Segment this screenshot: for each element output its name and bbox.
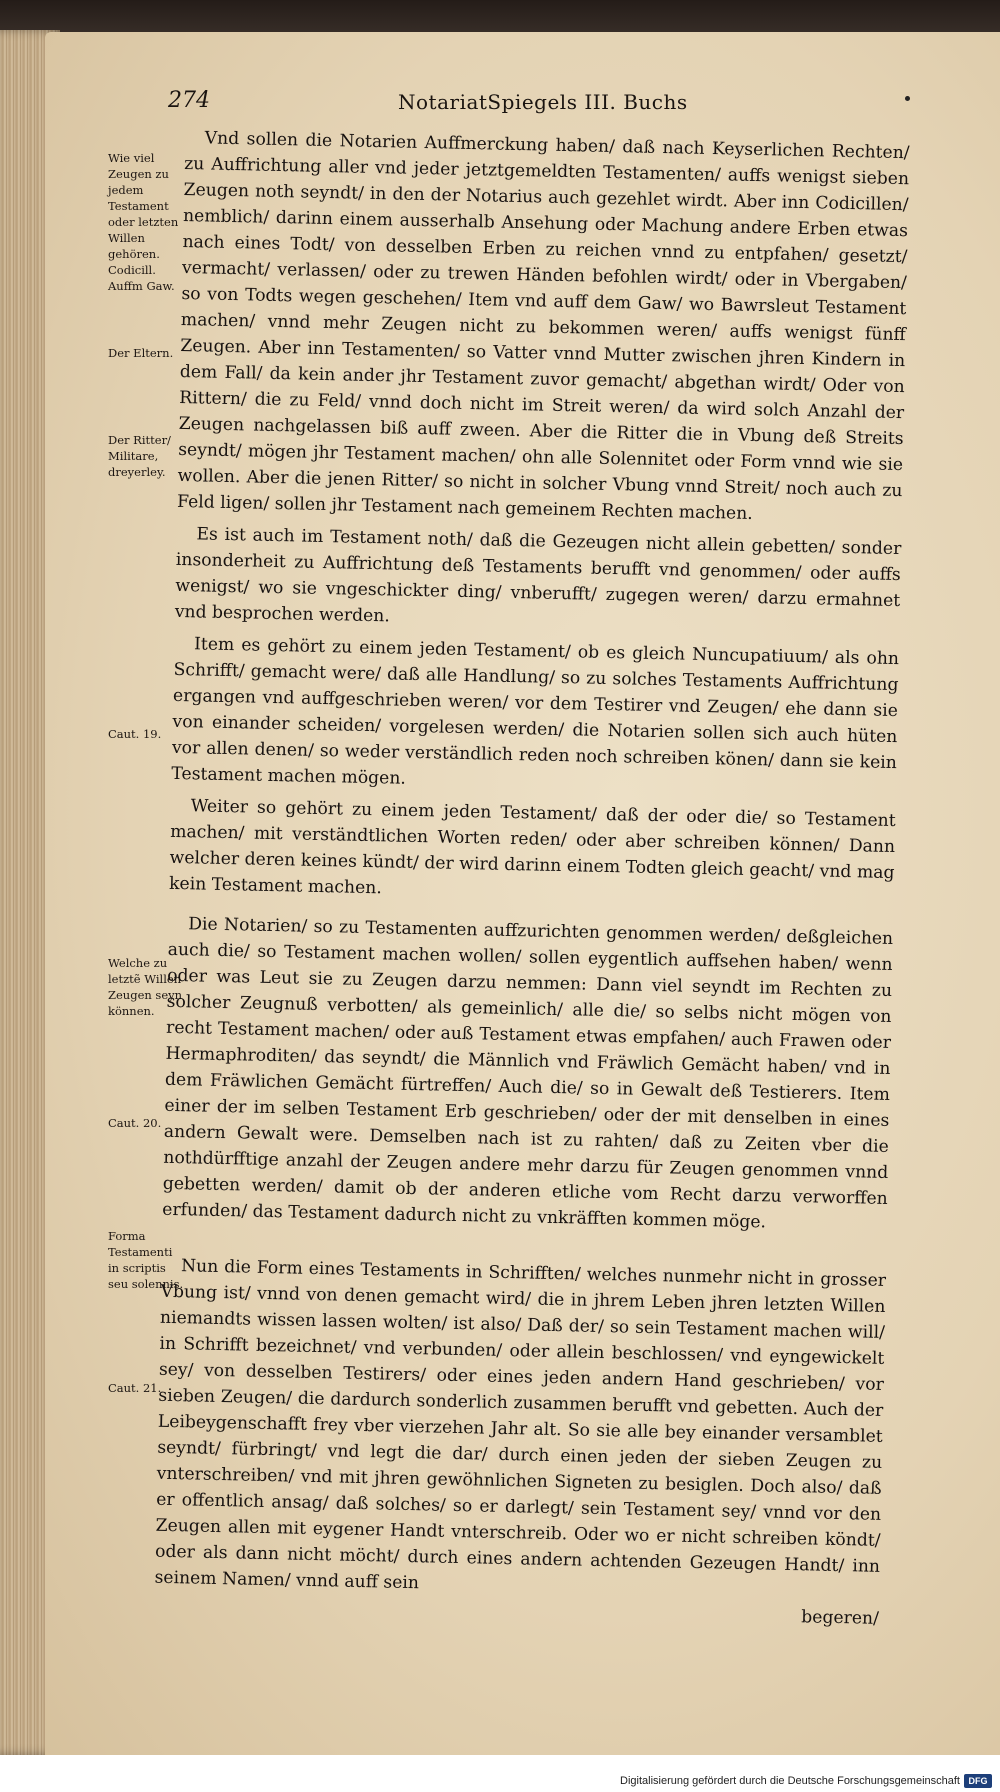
margin-note-parents: Der Eltern. xyxy=(108,346,174,360)
page-dot xyxy=(905,96,910,101)
dfg-logo: DFG xyxy=(964,1774,992,1788)
body-text xyxy=(154,125,910,1632)
footer-credit: Digitalisierung gefördert durch die Deutsche Forschungsgemeinschaft xyxy=(620,1775,960,1787)
margin-note-forma-testamenti: Forma Testamenti in scriptis seu solennis. xyxy=(108,1229,184,1291)
margin-note-caut-21: Caut. 21. xyxy=(108,1381,162,1395)
paragraph-forbidden-witnesses: Die Notarien/ so zu Testamenten auffzurichten genommen werden/ deßgleichen auch die/ so Testament machen wollen/ sollen eygentlich auffsehen haben/ wenn oder was Leut sie zu Zeugen darzu nemmen: Dann viel seyndt im Rechten zu solcher Zeugnuß verbotten/ als gemeinlich/ alle die/ so selbs nicht mögen von recht Testament machen/ oder auß Testament etwas empfahen/ auch Frawen oder Hermaphroditen/ das seyndt/ die Männlich vnd Fräwlich Gemächt haben/ vnd in dem Fräwlichen Gemächt fürtreffen/ Auch die/ so in Gewalt deß Testierers. Item einer der im selben Testament Erb geschrieben/ oder der mit denselben in eines andern Gewalt were. Demselben nach ist zu rahten/ daß zu Zeiten vber die nothdürfftige anzahl der Zeugen andere mehr darzu für Zeugen genommen vnnd gebetten werden/ damit ob der anderen etliche vom Recht darzu verworffen erfunden/ das Testament dadurch nicht zu vnkräfften kommen möge. xyxy=(162,914,894,1233)
margin-note-witnesses: Wie viel Zeugen zu jedem Testament oder letzten Willen gehören. Codicill. Auffm Gaw. xyxy=(108,151,179,293)
paragraph-speech-requirement: Weiter so gehört zu einem jeden Testament/ daß der oder die/ so Testament machen/ mit verständtlichen Worten reden/ oder aber schreiben können/ Dann welcher deren keines kündt/ der wird darinn einem Todten gleich geacht/ vnd mag kein Testament machen. xyxy=(168,796,896,899)
page-number: 274 xyxy=(168,88,210,113)
margin-note-caut-19: Caut. 19. xyxy=(108,727,162,741)
paragraph-written-form: Nun die Form eines Testaments in Schrifften/ welches nunmehr nicht in grosser Vbung ist/ vnnd von denen gemacht wird/ die in jhrem Leben jhren letzten Willen niemandts wissen lassen wolten/ ist also/ Daß der/ so sein Testament machen will/ in Schrifft bezeichnet/ vnd verbunden/ oder allein beschlossen/ vnd eyngewickelt sey/ von desselben Testirers/ oder eines jeden andern Hand geschrieben/ vor sieben Zeugen/ die dardurch sonderlich zusammen berufft vnd gebetten. Auch der Leibeygenschafft frey vber vierzehen Jahr alt. So sie alle bey einander versamblet seyndt/ fürbringt/ vnd legt die dar/ durch einen jeden der sieben Zeugen zu vnterschreiben/ vnd mit jhren gewöhnlichen Signeten zu besiglen. Doch also/ daß er offentlich ansag/ daß solches/ so er darlegt/ sein Testament sey/ vnnd vor den Zeugen allen mit eygener Handt vnterschreib. Oder wo er nicht schreiben köndt/ oder als dann nicht möcht/ durch eines andern achtenden Gezeugen Handt/ inn seinem Namen/ vnnd auff sein xyxy=(154,1256,887,1594)
margin-note-eligible-witnesses: Welche zu letztẽ Willen Zeugen seyn können. xyxy=(108,956,183,1018)
paragraph-witness-requirements: Vnd sollen die Notarien Auffmerckung haben/ daß nach Keyserlichen Rechten/ zu Auffrichtung aller vnd jeder jetztgemeldten Testamenten/ auffs wenigst sieben Zeugen noth seyndt/ in den der Notarius auch gezehlet wirdt. Aber inn Codicillen/ nemblich/ darinn einem ausserhalb Ansehung oder Machung andere Erben etwas nach eines Todt/ von desselben Erben zu reichen vnnd zu entpfahen/ gesetzt/ vermacht/ verlassen/ oder zu trewen Händen befohlen wirdt/ oder in Vbergaben/ so von Todts wegen geschehen/ Item vnd auff dem Gaw/ wo Bawrsleut Testament machen/ vnnd mehr Zeugen nicht zu bekommen weren/ auffs wenigst fünff Zeugen. Aber inn Testamenten/ so Vatter vnnd Mutter zwischen jhren Kindern in dem Fall/ da kein ander jhr Testament zuvor gemacht/ abgethan wirdt/ Oder von Rittern/ die zu Feld/ vnnd doch nicht im Streit weren/ da wird solch Anzahl der Zeugen nachgelassen biß auff zween. Aber die Ritter die in Vbung deß Streits seyndt/ mögen jhr Testament machen/ ohn alle Solennitet oder Form vnnd wie sie wollen. Aber die jenen Ritter/ so nicht in solcher Vbung vnnd Streit/ noch auch zu Feld ligen/ sollen jhr Testament nach gemeinem Rechten machen. xyxy=(176,128,910,524)
margin-note-knights: Der Ritter/ Militare, dreyerley. xyxy=(108,433,171,479)
paragraph-reading-aloud: Item es gehört zu einem jeden Testament/ ob es gleich Nuncupatiuum/ als ohn Schrifft/ gemacht were/ daß alle Handlung/ so zu solches Testaments Auffrichtung ergangen vnd auffgeschrieben weren/ vor dem Testirer vnd Zeugen/ ehe dann sie von einander scheiden/ vorgelesen werden/ die Notarien sollen sich auch hüten vor allen denen/ so weder verständlich reden noch schreiben könen/ dann sie kein Testament machen mögen. xyxy=(171,634,900,789)
running-head: NotariatSpiegels III. Buchs xyxy=(398,90,688,114)
margin-note-caut-20: Caut. 20. xyxy=(108,1116,162,1130)
paragraph-witnesses-called: Es ist auch im Testament noth/ daß die Gezeugen nicht allein gebetten/ sonder insonderheit zu Auffrichtung deß Testaments berufft vnd genommen/ oder auffs wenigst/ wo sie vngeschickter ding/ vnberufft/ zugegen weren/ darzu ermahnet vnd besprochen werden. xyxy=(174,524,902,627)
catchword: begeren/ xyxy=(801,1607,880,1629)
